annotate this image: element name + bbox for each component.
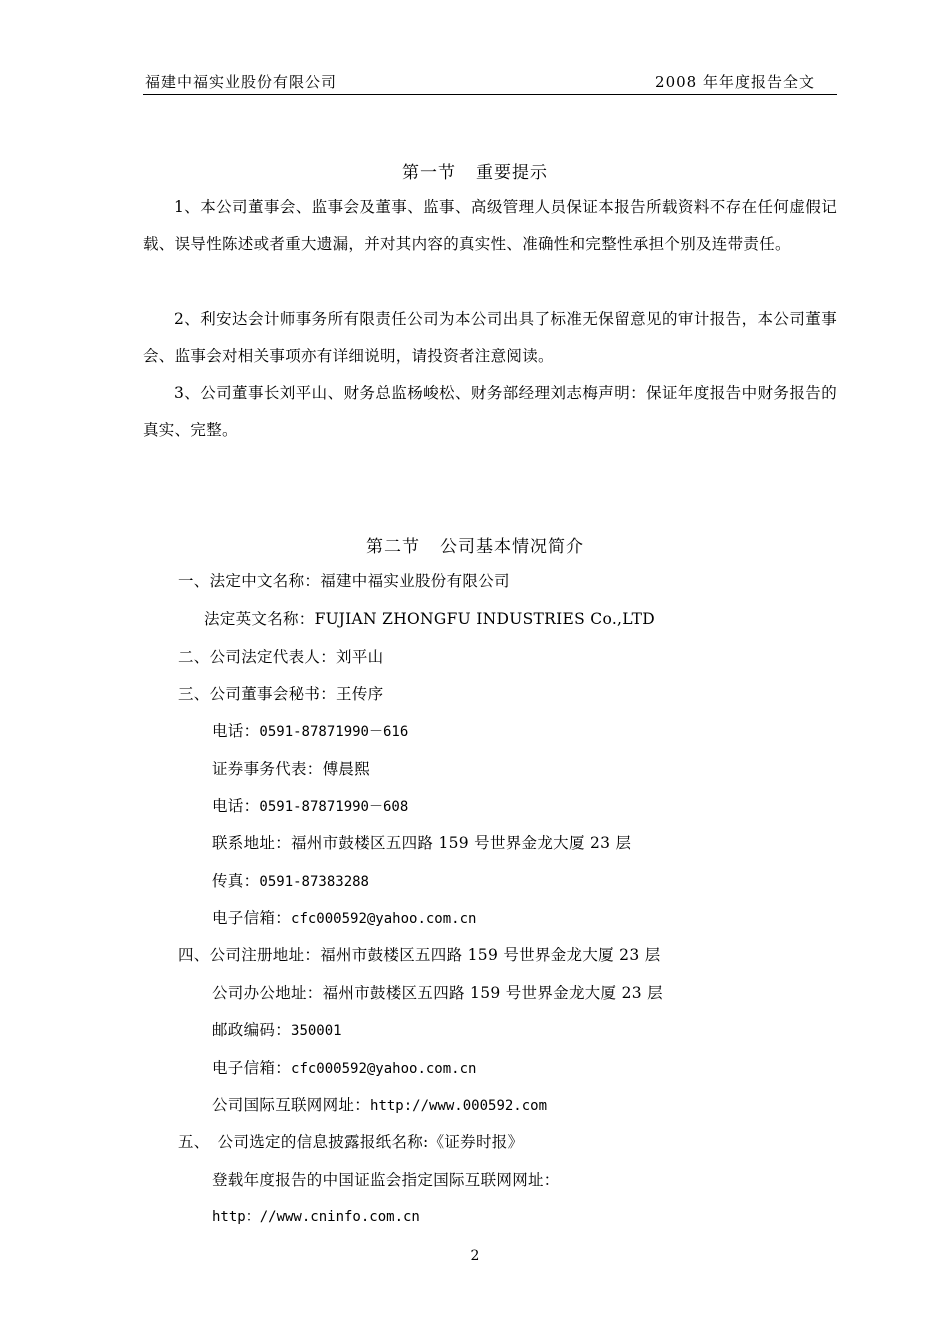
- legal-english-name: 法定英文名称：FUJIAN ZHONGFU INDUSTRIES Co.,LTD: [204, 610, 655, 628]
- csrc-website-url: http：//www.cninfo.com.cn: [212, 1209, 420, 1225]
- company-website: 公司国际互联网网址：http://www.000592.com: [212, 1096, 548, 1114]
- office-address: 公司办公地址：福州市鼓楼区五四路 159 号世界金龙大厦 23 层: [212, 984, 663, 1002]
- page-number: 2: [470, 1248, 480, 1264]
- board-secretary: 三、公司董事会秘书：王传序: [178, 685, 384, 703]
- legal-representative: 二、公司法定代表人：刘平山: [178, 648, 384, 666]
- section1-paragraph-3: 3、公司董事长刘平山、财务总监杨峻松、财务部经理刘志梅声明：保证年度报告中财务报告的真实、完整。: [143, 384, 837, 439]
- postal-code: 邮政编码：350001: [212, 1021, 342, 1039]
- contact-address: 联系地址：福州市鼓楼区五四路 159 号世界金龙大厦 23 层: [212, 834, 632, 852]
- section1-paragraph-2: 2、利安达会计师事务所有限责任公司为本公司出具了标准无保留意见的审计报告，本公司董事会、监事会对相关事项亦有详细说明，请投资者注意阅读。: [143, 310, 837, 365]
- fax: 传真：0591-87383288: [212, 872, 369, 890]
- email-1: 电子信箱：cfc000592@yahoo.com.cn: [212, 909, 477, 927]
- registered-address: 四、公司注册地址：福州市鼓楼区五四路 159 号世界金龙大厦 23 层: [178, 946, 661, 964]
- section2-heading: 公司基本情况简介: [440, 537, 584, 557]
- email-2: 电子信箱：cfc000592@yahoo.com.cn: [212, 1059, 477, 1077]
- section1-title: [0, 158, 950, 183]
- header-report-title: 2008 年年度报告全文: [655, 73, 815, 91]
- csrc-website-label: 登载年度报告的中国证监会指定国际互联网网址：: [212, 1171, 560, 1189]
- section2-title: [0, 532, 950, 557]
- representative-phone: 电话：0591-87871990－608: [212, 797, 409, 815]
- page-header: [143, 66, 837, 95]
- header-company-name: 福建中福实业股份有限公司: [145, 73, 338, 91]
- secretary-phone: 电话：0591-87871990－616: [212, 722, 409, 740]
- legal-chinese-name: 一、法定中文名称：福建中福实业股份有限公司: [178, 572, 510, 590]
- section1-number: 第一节: [402, 163, 456, 183]
- section1-heading: 重要提示: [476, 163, 548, 183]
- securities-representative: 证券事务代表：傅晨熙: [212, 760, 371, 778]
- section2-number: 第二节: [366, 537, 420, 557]
- disclosure-newspaper: 五、 公司选定的信息披露报纸名称:《证券时报》: [178, 1133, 524, 1151]
- section1-paragraph-1: 1、本公司董事会、监事会及董事、监事、高级管理人员保证本报告所载资料不存在任何虚假记载、误导性陈述或者重大遗漏，并对其内容的真实性、准确性和完整性承担个别及连带责任。: [143, 198, 837, 253]
